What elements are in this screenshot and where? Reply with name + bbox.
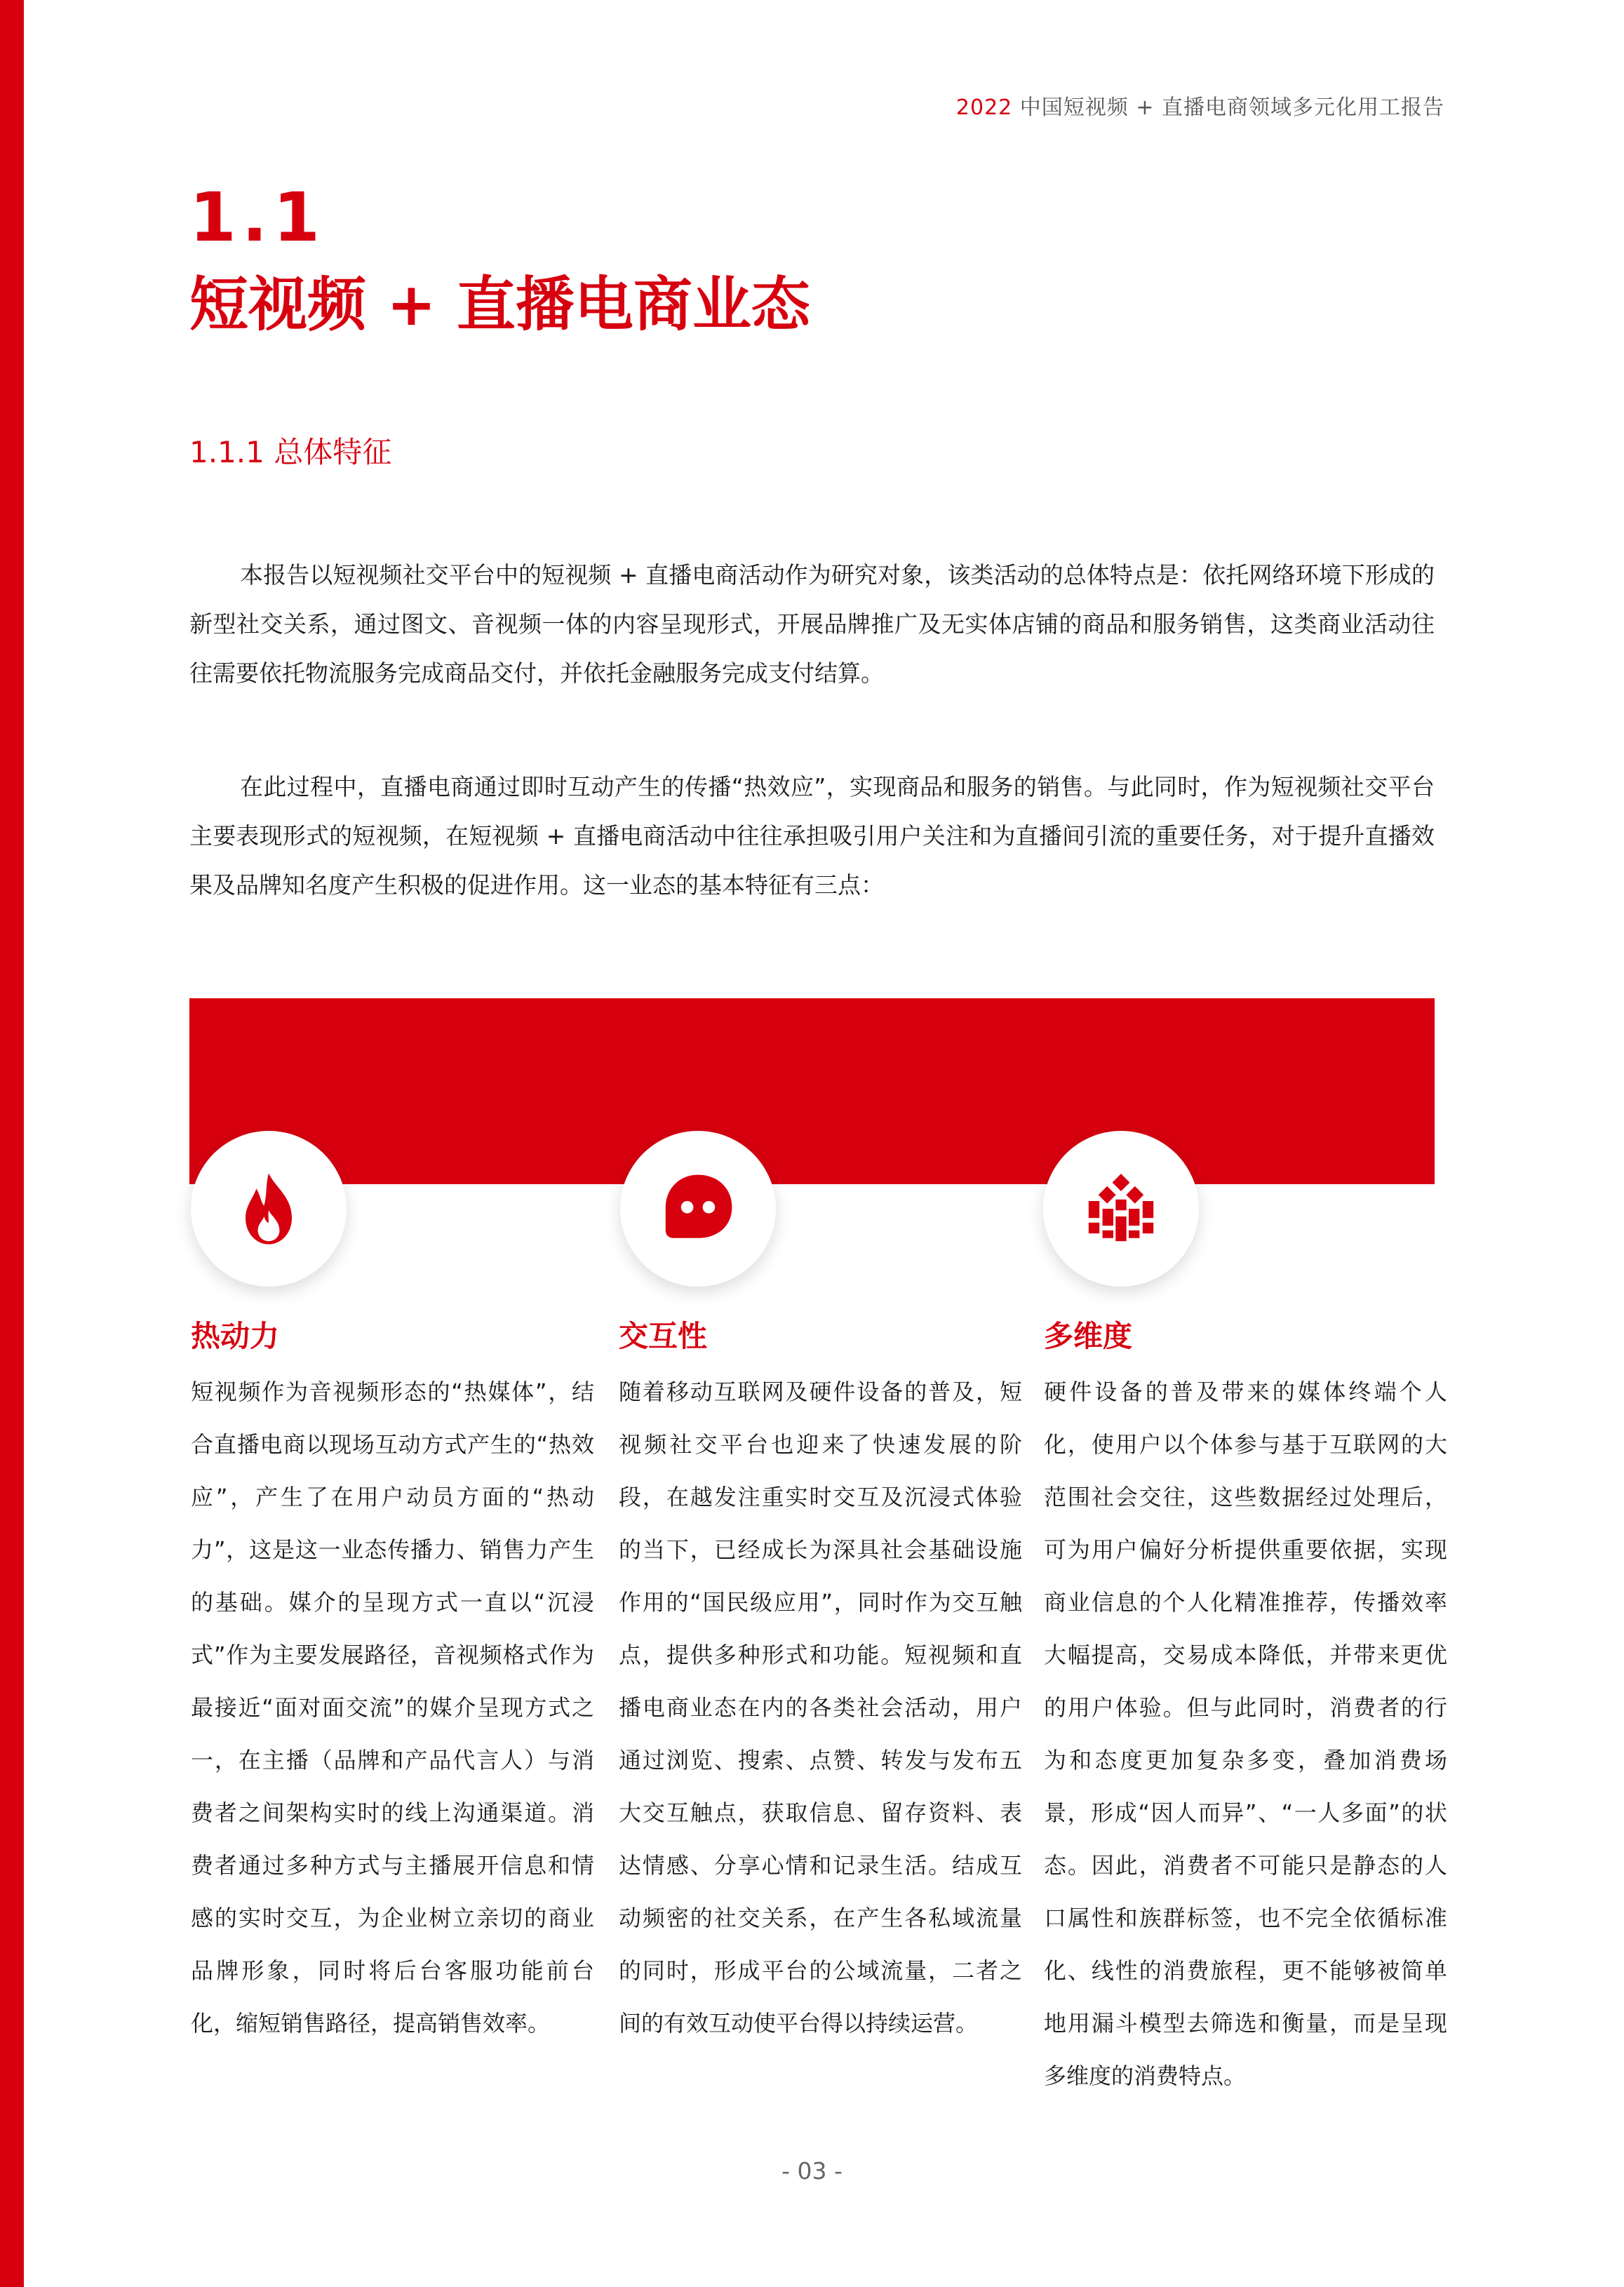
cube-grid-icon: [1082, 1170, 1160, 1247]
body-paragraph-2: 在此过程中，直播电商通过即时互动产生的传播“热效应”，实现商品和服务的销售。与此同时，作为短视频社交平台主要表现形式的短视频，在短视频 + 直播电商活动中往往承担吸引用户关注和为直播间引流的重要任务，对于提升直播效果及品牌知名度产生积极的促进作用。这一业态的基本特征有三点：: [189, 773, 1435, 899]
feature-icon-circle-3: [1043, 1131, 1199, 1287]
chat-bubble-icon: [659, 1170, 737, 1247]
header-title: 中国短视频 + 直播电商领域多元化用工报告: [1012, 95, 1444, 120]
feature-title-2: 交互性: [619, 1319, 708, 1353]
feature-title-1: 热动力: [191, 1319, 280, 1353]
section-title: 短视频 + 直播电商业态: [189, 270, 810, 339]
running-header: [956, 90, 1444, 121]
page-number: - 03 -: [781, 2157, 843, 2185]
subsection-title: 1.1.1 总体特征: [189, 435, 392, 469]
feature-body-3: 硬件设备的普及带来的媒体终端个人化，使用户以个体参与基于互联网的大范围社会交往，这些数据经过处理后，可为用户偏好分析提供重要依据，实现商业信息的个人化精准推荐，传播效率大幅提高，交易成本降低，并带来更优的用户体验。但与此同时，消费者的行为和态度更加复杂多变，叠加消费场景，形成“因人而异”、“一人多面”的状态。因此，消费者不可能只是静态的人口属性和族群标签，也不完全依循标准化、线性的消费旅程，更不能够被简单地用漏斗模型去筛选和衡量，而是呈现多维度的消费特点。: [1044, 1379, 1447, 2089]
flame-icon: [230, 1170, 307, 1247]
body-paragraph-1: 本报告以短视频社交平台中的短视频 + 直播电商活动作为研究对象，该类活动的总体特点是：依托网络环境下形成的新型社交关系，通过图文、音视频一体的内容呈现形式，开展品牌推广及无实体店铺的商品和服务销售，这类商业活动往往需要依托物流服务完成商品交付，并依托金融服务完成支付结算。: [189, 561, 1435, 687]
feature-column-1: [191, 1315, 594, 2050]
feature-title-3: 多维度: [1044, 1319, 1133, 1353]
feature-column-3: [1044, 1315, 1447, 2102]
feature-icon-circle-2: [620, 1131, 776, 1287]
feature-body-2: 随着移动互联网及硬件设备的普及，短视频社交平台也迎来了快速发展的阶段，在越发注重实时交互及沉浸式体验的当下，已经成长为深具社会基础设施作用的“国民级应用”，同时作为交互触点，提供多种形式和功能。短视频和直播电商业态在内的各类社会活动，用户通过浏览、搜索、点赞、转发与发布五大交互触点，获取信息、留存资料、表达情感、分享心情和记录生活。结成互动频密的社交关系，在产生各私域流量的同时，形成平台的公域流量，二者之间的有效互动使平台得以持续运营。: [619, 1379, 1022, 2037]
left-accent-bar: [0, 0, 24, 2287]
feature-column-2: [619, 1315, 1022, 2050]
feature-red-band: [189, 998, 1435, 1184]
feature-body-1: 短视频作为音视频形态的“热媒体”，结合直播电商以现场互动方式产生的“热效应”，产生了在用户动员方面的“热动力”，这是这一业态传播力、销售力产生的基础。媒介的呈现方式一直以“沉浸式”作为主要发展路径，音视频格式作为最接近“面对面交流”的媒介呈现方式之一，在主播（品牌和产品代言人）与消费者之间架构实时的线上沟通渠道。消费者通过多种方式与主播展开信息和情感的实时交互，为企业树立亲切的商业品牌形象，同时将后台客服功能前台化，缩短销售路径，提高销售效率。: [191, 1379, 594, 2037]
feature-icon-circle-1: [191, 1131, 347, 1287]
header-year: 2022: [955, 95, 1013, 120]
section-number: 1.1: [189, 178, 326, 257]
